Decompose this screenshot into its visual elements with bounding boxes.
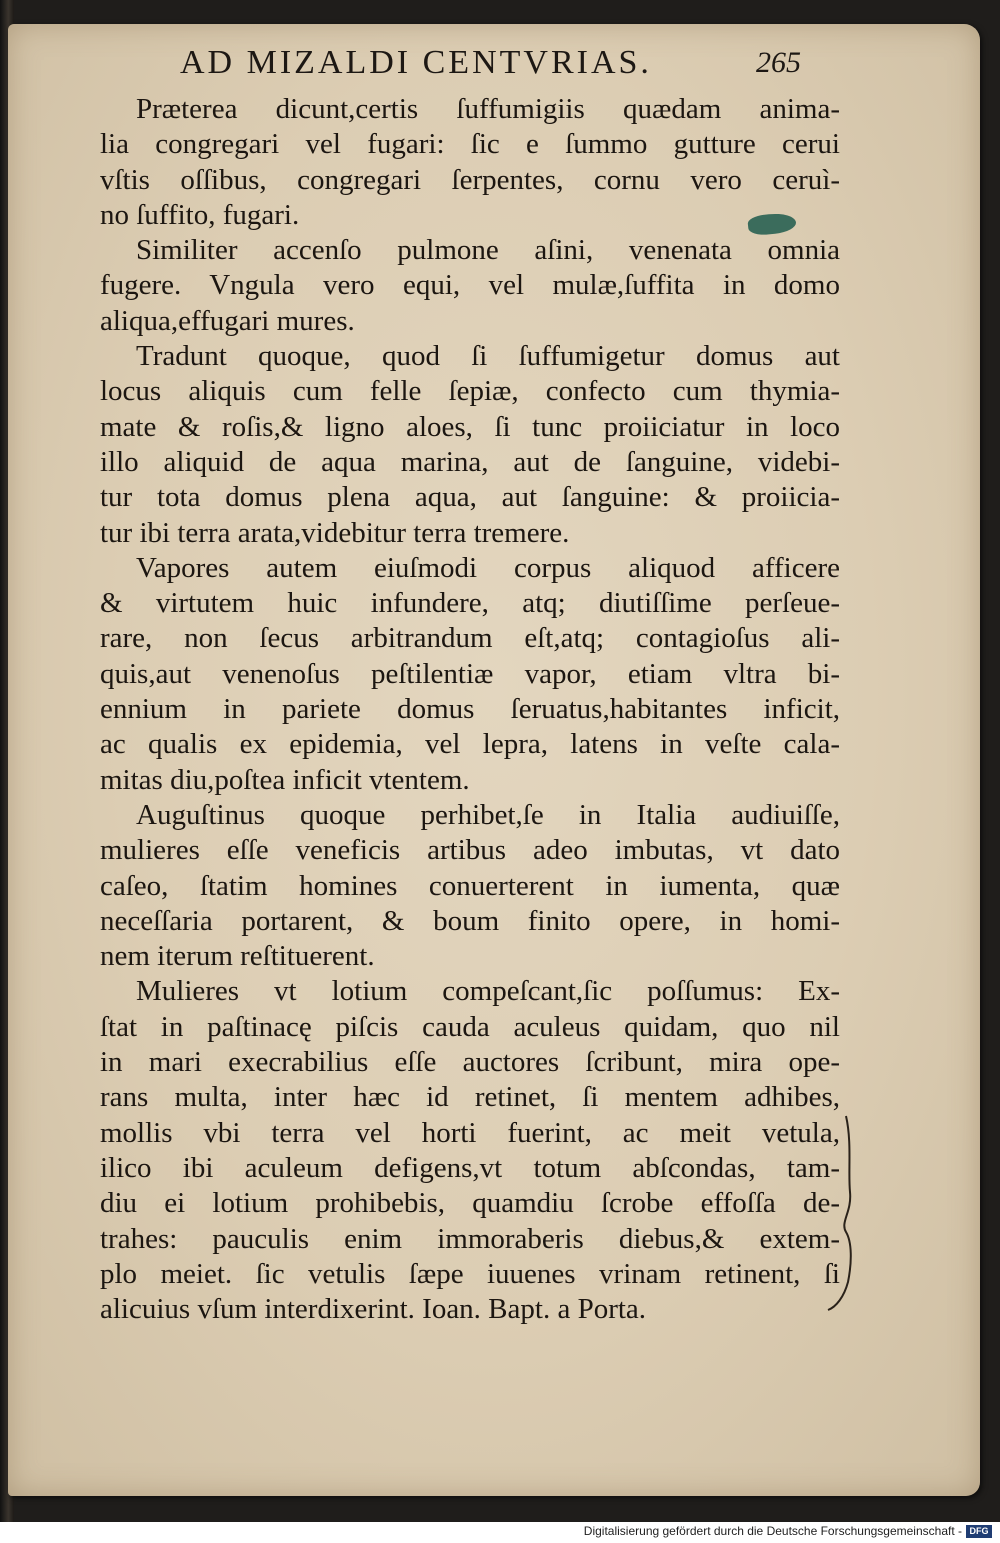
running-head: AD MIZALDI CENTVRIAS. [180, 44, 652, 81]
text-line: vſtis oſſibus, congregari ſerpentes, cornu vero ceruì- [100, 163, 840, 196]
text-line: alicuius vſum interdixerint. Ioan. Bapt. a Porta. [100, 1293, 647, 1326]
text-line: Auguſtinus quoque perhibet,ſe in Italia audiuiſſe, [136, 798, 840, 831]
text-line: ſtat in paſtinacę piſcis cauda aculeus quidam, quo nil [100, 1010, 840, 1043]
text-line: mollis vbi terra vel horti fuerint, ac meit vetula, [100, 1116, 840, 1149]
text-line: tur tota domus plena aqua, aut ſanguine: & proiicia- [100, 481, 840, 514]
text-line: rans multa, inter hæc id retinet, ſi mentem adhibes, [100, 1081, 840, 1114]
text-line: caſeo, ſtatim homines conuerterent in iumenta, quæ [100, 869, 840, 902]
text-line: rare, non ſecus arbitrandum eſt,atq; contagioſus ali- [100, 622, 840, 655]
text-line: mate & roſis,& ligno aloes, ſi tunc proiiciatur in loco [100, 410, 840, 443]
text-line: Præterea dicunt,certis ſuffumigiis quædam anima- [136, 93, 840, 125]
dfg-logo: DFG [966, 1525, 992, 1538]
text-line: trahes: pauculis enim immoraberis diebus,& extem- [100, 1222, 840, 1255]
text-line: mitas diu,poſtea inficit vtentem. [100, 763, 470, 796]
text-line: tur ibi terra arata,videbitur terra tremere. [100, 516, 570, 549]
text-line: Tradunt quoque, quod ſi ſuffumigetur domus aut [136, 340, 840, 373]
text-line: nem iterum reſtituerent. [100, 940, 375, 973]
text-line: Vapores autem eiuſmodi corpus aliquod afficere [136, 551, 840, 584]
text-line: ilico ibi aculeum defigens,vt totum abſcondas, tam- [100, 1151, 840, 1184]
text-line: & virtutem huic infundere, atq; diutiſſime perſeue- [100, 587, 840, 620]
text-line: plo meiet. ſic vetulis ſæpe iuuenes vrinam retinent, ſi [100, 1257, 840, 1290]
digitization-credit: Digitalisierung gefördert durch die Deutsche Forschungsgemeinschaft - [583, 1524, 962, 1538]
body-text [100, 92, 840, 1327]
text-line: diu ei lotium prohibebis, quamdiu ſcrobe effoſſa de- [100, 1187, 840, 1220]
text-line: locus aliquis cum felle ſepiæ, confecto cum thymia- [100, 375, 840, 408]
text-line: mulieres eſſe veneficis artibus adeo imbutas, vt dato [100, 834, 840, 867]
text-line: ennium in pariete domus ſeruatus,habitantes inficit, [100, 693, 840, 726]
text-line: ac qualis ex epidemia, vel lepra, latens in veſte cala- [100, 728, 840, 761]
text-line: neceſſaria portarent, & boum finito opere, in homi- [100, 904, 840, 937]
text-line: lia congregari vel fugari: ſic e ſummo gutture cerui [100, 128, 840, 161]
text-line: in mari execrabilius eſſe auctores ſcribunt, mira ope- [100, 1046, 840, 1079]
text-line: illo aliquid de aqua marina, aut de ſanguine, videbi- [100, 445, 840, 478]
text-line: aliqua,effugari mures. [100, 304, 355, 337]
text-line: Mulieres vt lotium compeſcant,ſic poſſumus: Ex- [136, 975, 840, 1008]
text-line: fugere. Vngula vero equi, vel mulæ,ſuffita in domo [100, 269, 840, 302]
text-line: Similiter accenſo pulmone aſini, venenata omnia [136, 234, 840, 267]
text-line: quis,aut venenoſus peſtilentiæ vapor, etiam vltra bi- [100, 657, 840, 690]
margin-bracket-mark [822, 1112, 862, 1312]
text-line: no ſuffito, fugari. [100, 198, 300, 231]
page-number: 265 [756, 46, 801, 79]
